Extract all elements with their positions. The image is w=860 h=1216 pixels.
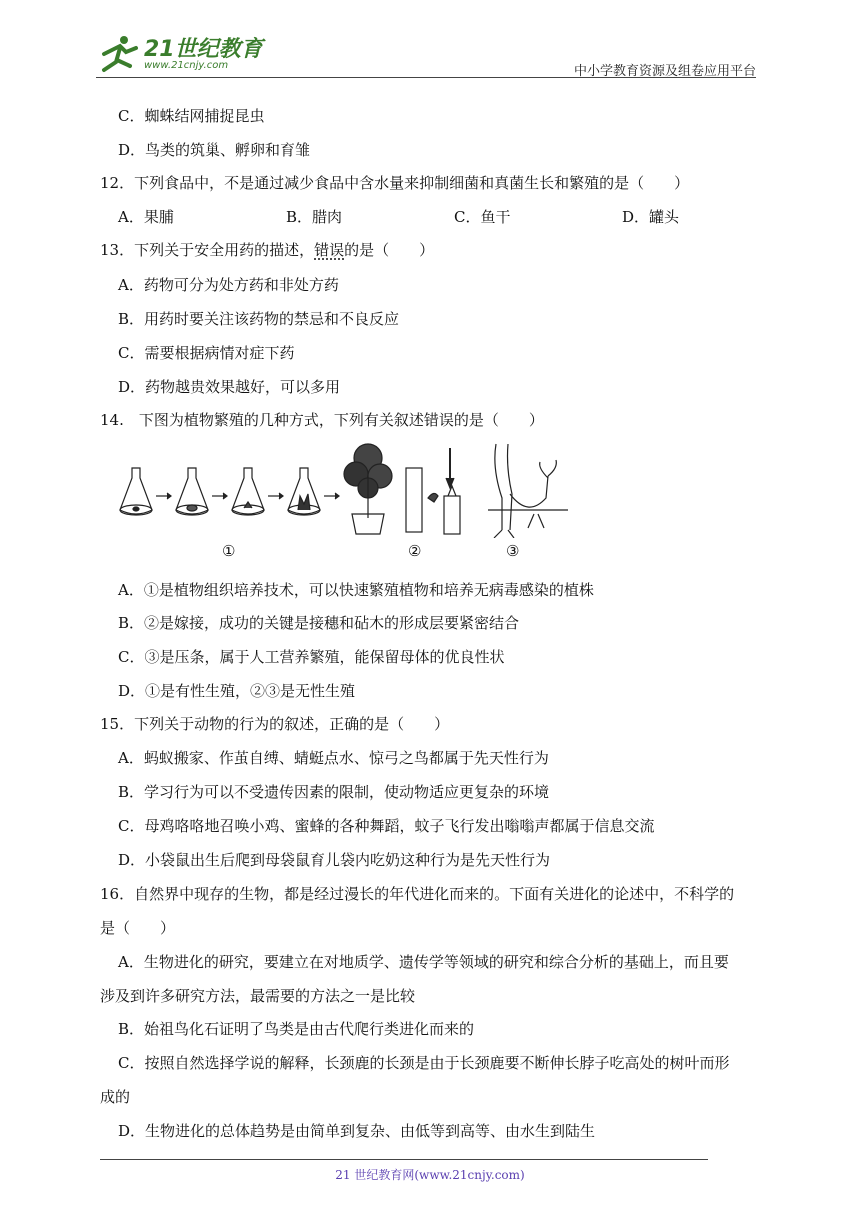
q11-option-d: D．鸟类的筑巢、孵卵和育雏 [118,141,311,159]
plant-reproduction-illustration [118,438,568,538]
q13-stem-post: 的是（ ） [344,241,435,259]
q12-option-d: D．罐头 [622,208,680,226]
q13-option-a: A．药物可分为处方药和非处方药 [118,276,339,294]
q15-option-d: D．小袋鼠出生后爬到母袋鼠育儿袋内吃奶这种行为是先天性行为 [118,851,551,869]
q16-option-d: D．生物进化的总体趋势是由简单到复杂、由低等到高等、由水生到陆生 [118,1122,596,1140]
flask-1 [120,468,152,515]
figure-label-2: ② [408,542,422,560]
q16-option-c-line1: C．按照自然选择学说的解释，长颈鹿的长颈是由于长颈鹿要不断伸长脖子吃高处的树叶而形 [118,1054,730,1072]
logo-text: 21世纪教育 [144,37,263,62]
q13-stem-emphasis: 错误 [314,241,345,259]
q16-option-a-line1: A．生物进化的研究，要建立在对地质学、遗传学等领域的研究和综合分析的基础上，而且要 [118,953,729,971]
logo-url: www.21cnjy.com [144,60,229,71]
q16-option-a-line2: 涉及到许多研究方法，最需要的方法之一是比较 [100,987,416,1005]
figure-label-3: ③ [506,542,520,560]
runner-logo-icon [96,34,140,74]
header-divider [96,77,756,78]
q14-option-b: B．②是嫁接，成功的关键是接穗和砧木的形成层要紧密结合 [118,614,520,632]
q12-stem: 12．下列食品中，不是通过减少食品中含水量来抑制细菌和真菌生长和繁殖的是（ ） [100,174,690,192]
q14-stem: 14. 下图为植物繁殖的几种方式，下列有关叙述错误的是（ ） [100,411,544,429]
q15-stem: 15．下列关于动物的行为的叙述，正确的是（ ） [100,715,450,733]
platform-title: 中小学教育资源及组卷应用平台 [573,64,756,79]
q16-stem-line2: 是（ ） [100,919,176,937]
q16-option-b: B．始祖鸟化石证明了鸟类是由古代爬行类进化而来的 [118,1020,475,1038]
q16-stem-line1: 16．自然界中现存的生物，都是经过漫长的年代进化而来的。下面有关进化的论述中，不科学的 [100,885,735,903]
q13-stem-pre: 13．下列关于安全用药的描述， [100,241,315,259]
q15-option-b: B．学习行为可以不受遗传因素的限制，使动物适应更复杂的环境 [118,783,550,801]
q12-option-b: B．腊肉 [286,208,343,226]
q15-option-c: C．母鸡咯咯地召唤小鸡、蜜蜂的各种舞蹈，蚊子飞行发出嗡嗡声都属于信息交流 [118,817,655,835]
q13-option-d: D．药物越贵效果越好，可以多用 [118,378,341,396]
q15-option-a: A．蚂蚁搬家、作茧自缚、蜻蜓点水、惊弓之鸟都属于先天性行为 [118,749,549,767]
figure-label-1: ① [222,542,236,560]
page-header [96,30,756,80]
q14-option-c: C．③是压条，属于人工营养繁殖，能保留母体的优良性状 [118,648,505,666]
q14-option-a: A．①是植物组织培养技术，可以快速繁殖植物和培养无病毒感染的植株 [118,581,594,599]
footer-divider [100,1159,708,1160]
site-logo [96,30,266,78]
plant-reproduction-figure [118,438,568,564]
q11-option-c: C．蜘蛛结网捕捉昆虫 [118,107,265,125]
q14-option-d: D．①是有性生殖，②③是无性生殖 [118,682,356,700]
q12-options [118,206,758,226]
q13-option-c: C．需要根据病情对症下药 [118,344,295,362]
footer-text: 21 世纪教育网(www.21cnjy.com) [335,1168,525,1182]
q13-stem [100,240,434,260]
q16-option-c-line2: 成的 [100,1088,131,1106]
q12-option-a: A．果脯 [118,208,174,226]
q13-option-b: B．用药时要关注该药物的禁忌和不良反应 [118,310,400,328]
q12-option-c: C．鱼干 [454,208,511,226]
